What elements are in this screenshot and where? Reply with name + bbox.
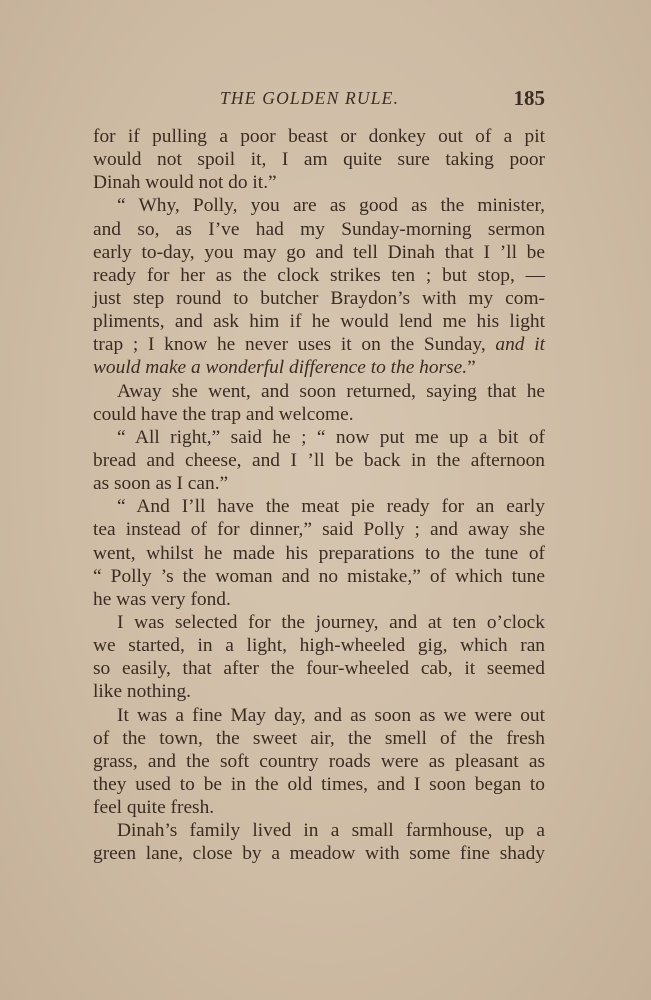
text-span: could have the trap and welcome. [93,403,354,425]
running-title: THE GOLDEN RULE. [220,88,400,108]
text-span: ” [467,357,476,379]
text-line [93,704,545,727]
text-line [93,287,545,310]
text-line [93,495,545,518]
text-line [93,611,545,634]
text-line [93,218,545,241]
text-span: “ Why, Polly, you are as good as the minister, [117,195,545,217]
text-span: green lane, close by a meadow with some fine shady [93,843,545,865]
text-line [93,241,545,264]
text-line [93,426,545,449]
text-line [93,380,545,403]
text-span: like nothing. [93,681,192,703]
text-span: they used to be in the old times, and I soon began to [93,773,545,795]
text-line [93,171,545,194]
text-line [93,194,545,217]
running-head [93,88,545,114]
text-line [93,403,545,426]
text-span: I was selected for the journey, and at ten o’clock [117,611,545,633]
text-line [93,565,545,588]
text-span: Dinah’s family lived in a small farmhouse, up a [117,820,545,842]
text-span: and so, as I’ve had my Sunday-morning sermon [93,218,545,240]
text-span: went, whilst he made his preparations to the tune of [93,542,545,564]
text-span: of the town, the sweet air, the smell of the fresh [93,727,545,749]
text-span: early to-day, you may go and tell Dinah that I ’ll be [93,241,545,263]
text-line [93,472,545,495]
text-span: pliments, and ask him if he would lend me his light [93,311,545,333]
text-span: bread and cheese, and I ’ll be back in the afternoon [93,449,545,471]
italic-text-span: would make a wonderful difference to the horse. [93,357,468,379]
text-span: tea instead of for dinner,” said Polly ; and away she [93,519,545,541]
text-span: as soon as I can.” [93,473,229,495]
text-span: he was very fond. [93,588,231,610]
text-span: Away she went, and soon returned, saying that he [117,380,545,402]
text-span: “ Polly ’s the woman and no mistake,” of which tune [93,565,545,587]
text-line [93,588,545,611]
text-span: “ And I’ll have the meat pie ready for an early [117,496,545,518]
text-line [93,750,545,773]
text-line [93,310,545,333]
text-span: feel quite fresh. [93,797,215,819]
text-span: would not spoil it, I am quite sure taking poor [93,149,545,171]
text-line [93,796,545,819]
text-line [93,356,545,379]
text-line [93,518,545,541]
text-line [93,680,545,703]
text-line [93,634,545,657]
text-span: just step round to butcher Braydon’s with my com- [93,287,545,309]
text-span: trap ; I know he never uses it on the Sunday, [93,334,496,356]
italic-text-span: and it [495,334,545,356]
text-line [93,842,545,865]
text-line [93,449,545,472]
body-text [93,125,545,866]
text-line [93,819,545,842]
text-span: “ All right,” said he ; “ now put me up a bit of [117,426,545,448]
text-line [93,125,545,148]
text-line [93,657,545,680]
text-line [93,773,545,796]
text-span: so easily, that after the four-wheeled cab, it seemed [93,658,545,680]
text-line [93,542,545,565]
page-number: 185 [513,86,545,110]
text-span: It was a fine May day, and as soon as we were out [117,704,545,726]
text-line [93,333,545,356]
text-span: ready for her as the clock strikes ten ; but stop, — [93,264,545,286]
text-line [93,148,545,171]
text-line [93,264,545,287]
text-span: we started, in a light, high-wheeled gig, which ran [93,635,545,657]
text-span: Dinah would not do it.” [93,172,277,194]
text-span: grass, and the soft country roads were as pleasant as [93,750,545,772]
text-line [93,727,545,750]
text-span: for if pulling a poor beast or donkey out of a pit [93,126,545,147]
